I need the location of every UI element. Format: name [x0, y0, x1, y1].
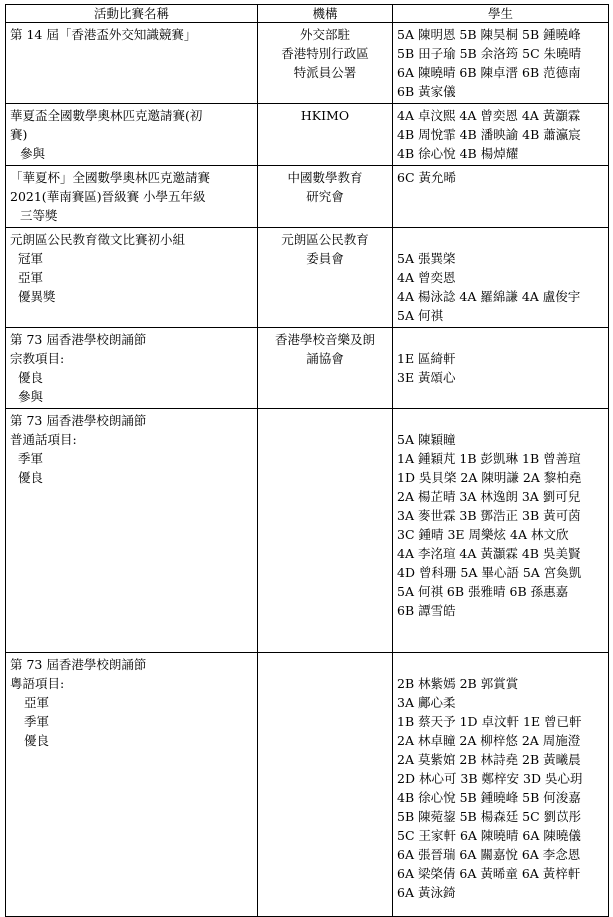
- activity-line: 亞軍: [18, 270, 44, 285]
- activity-line: 第 73 屆香港學校朗誦節: [10, 413, 147, 428]
- activity-line: 優良: [24, 733, 50, 748]
- activity-line: 第 73 屆香港學校朗誦節: [10, 332, 147, 347]
- students-line: 3A 麥世霖 3B 鄧浩正 3B 黃可茵: [397, 508, 581, 523]
- activity-cell: [6, 328, 258, 409]
- students-line: 6C 黃允晞: [397, 170, 456, 185]
- students-line: 5A 陳穎瞳: [397, 432, 456, 447]
- activity-cell: [6, 104, 258, 166]
- activity-line: 第 73 屆香港學校朗誦節: [10, 657, 147, 672]
- students-line: 3A 鄺心柔: [397, 695, 456, 710]
- table-row: [6, 328, 609, 409]
- activity-line: 亞軍: [24, 695, 50, 710]
- table-row: [6, 166, 609, 228]
- org-cell: [258, 653, 393, 917]
- students-line: 1D 吳貝棨 2A 陳明謙 2A 黎柏堯: [397, 470, 582, 485]
- activity-line: 冠軍: [18, 251, 44, 266]
- header-activity: 活動比賽名稱: [6, 5, 258, 23]
- students-line: 5A 何祺 6B 張雅晴 6B 孫惠嘉: [397, 584, 569, 599]
- students-line: 5A 張巽棨: [397, 251, 456, 266]
- table-row: [6, 409, 609, 653]
- activity-line: 賽): [10, 127, 28, 142]
- org-line: 香港學校音樂及朗: [274, 332, 375, 347]
- students-line: 4A 李洺瑄 4A 黃灝霖 4B 吳美賢: [397, 546, 581, 561]
- students-line: 1A 鍾穎芃 1B 彭凱琳 1B 曾善瑄: [397, 451, 581, 466]
- activity-line: 第 14 屆「香港盃外交知識競賽」: [10, 27, 197, 42]
- students-line: 4B 徐心悅 4B 楊焯耀: [397, 146, 519, 161]
- students-line: 1E 區綺軒: [397, 351, 456, 366]
- students-line: 4B 徐心悅 5B 鍾曉峰 5B 何浚嘉: [397, 790, 581, 805]
- students-line: 3C 鍾晴 3E 周樂炫 4A 林文欣: [397, 527, 569, 542]
- students-cell: [393, 23, 609, 104]
- students-cell: [393, 228, 609, 328]
- table-row: [6, 23, 609, 104]
- org-line: 特派員公署: [293, 65, 357, 80]
- org-cell: [258, 104, 393, 166]
- activity-line: 元朗區公民教育徵文比賽初小組: [10, 232, 186, 247]
- students-line: 4D 曾科珊 5A 畢心語 5A 宮奐凱: [397, 565, 582, 580]
- activity-line: 優異獎: [18, 289, 56, 304]
- activity-cell: [6, 23, 258, 104]
- org-cell: [258, 328, 393, 409]
- students-line: 4A 卓汶熙 4A 曾奕恩 4A 黃灝霖: [397, 108, 581, 123]
- org-cell: [258, 166, 393, 228]
- students-line: 6A 梁棨倩 6A 黃晞童 6A 黃梓軒: [397, 866, 581, 881]
- students-line: 6B 黃家儀: [397, 84, 456, 99]
- students-line: 6A 陳曉晴 6B 陳卓溍 6B 范德南: [397, 65, 581, 80]
- activity-line: 季軍: [18, 451, 44, 466]
- org-line: 研究會: [306, 189, 344, 204]
- org-line: HKIMO: [300, 108, 350, 123]
- activity-cell: [6, 228, 258, 328]
- students-cell: [393, 166, 609, 228]
- org-line: 誦協會: [306, 351, 344, 366]
- students-line: 5A 何祺: [397, 308, 443, 323]
- activity-line: 三等獎: [20, 208, 58, 223]
- students-line: 6A 張晉瑞 6A 關嘉悅 6A 李念恩: [397, 847, 581, 862]
- students-line: 3E 黃頌心: [397, 370, 456, 385]
- header-row: [6, 5, 609, 23]
- org-cell: [258, 23, 393, 104]
- activity-line: 優良: [18, 370, 44, 385]
- students-line: 6A 黃泳錡: [397, 885, 456, 900]
- students-line: 2A 林卓瞳 2A 柳梓悠 2A 周施澄: [397, 733, 581, 748]
- students-line: 5B 田子瑜 5B 余洛筠 5C 朱曉晴: [397, 46, 582, 61]
- org-line: 元朗區公民教育: [281, 232, 369, 247]
- awards-table: [5, 4, 609, 917]
- activity-line: 「華夏杯」全國數學奧林匹克邀請賽: [10, 170, 211, 185]
- activity-line: 華夏盃全國數學奧林匹克邀請賽(初: [10, 108, 203, 123]
- activity-cell: [6, 653, 258, 917]
- students-line: 5A 陳明恩 5B 陳昊桐 5B 鍾曉峰: [397, 27, 581, 42]
- students-line: 2D 林心可 3B 鄭梓安 3D 吳心玥: [397, 771, 583, 786]
- org-line: 委員會: [306, 251, 344, 266]
- students-line: 1B 蔡天予 1D 卓汶軒 1E 曾已軒: [397, 714, 582, 729]
- activity-cell: [6, 166, 258, 228]
- activity-line: 宗教項目:: [10, 351, 65, 366]
- students-cell: [393, 409, 609, 653]
- students-line: 4A 曾奕恩: [397, 270, 456, 285]
- students-line: 6B 譚雪皓: [397, 603, 456, 618]
- activity-cell: [6, 409, 258, 653]
- activity-line: 普通話項目:: [10, 432, 77, 447]
- students-line: 2A 楊芷晴 3A 林逸朗 3A 劉可兒: [397, 489, 581, 504]
- table-row: [6, 653, 609, 917]
- activity-line: 參與: [20, 146, 46, 161]
- org-line: 中國數學教育: [287, 170, 363, 185]
- students-cell: [393, 104, 609, 166]
- students-line: 4B 周悅霏 4B 潘映諭 4B 蕭瀛宸: [397, 127, 581, 142]
- activity-line: 優良: [18, 470, 44, 485]
- activity-line: 粵語項目:: [10, 676, 65, 691]
- org-cell: [258, 409, 393, 653]
- table-row: [6, 104, 609, 166]
- students-cell: [393, 653, 609, 917]
- activity-line: 2021(華南賽區)晉級賽 小學五年級: [10, 189, 206, 204]
- org-cell: [258, 228, 393, 328]
- activity-line: 參與: [18, 389, 44, 404]
- students-line: 2A 莫紫婠 2B 林詩堯 2B 黃曦晨: [397, 752, 581, 767]
- students-line: 5C 王家軒 6A 陳曉晴 6A 陳曉儀: [397, 828, 581, 843]
- students-line: 2B 林紫嫣 2B 郭賞賞: [397, 676, 519, 691]
- header-org: 機構: [258, 5, 393, 23]
- table-row: [6, 228, 609, 328]
- header-students: 學生: [393, 5, 609, 23]
- students-line: 4A 楊泳諗 4A 羅綿謙 4A 盧俊宇: [397, 289, 581, 304]
- org-line: 外交部駐: [299, 27, 350, 42]
- students-cell: [393, 328, 609, 409]
- org-line: 香港特別行政區: [281, 46, 369, 61]
- students-line: 5B 陳菀鋆 5B 楊森廷 5C 劉苡彤: [397, 809, 582, 824]
- activity-line: 季軍: [24, 714, 50, 729]
